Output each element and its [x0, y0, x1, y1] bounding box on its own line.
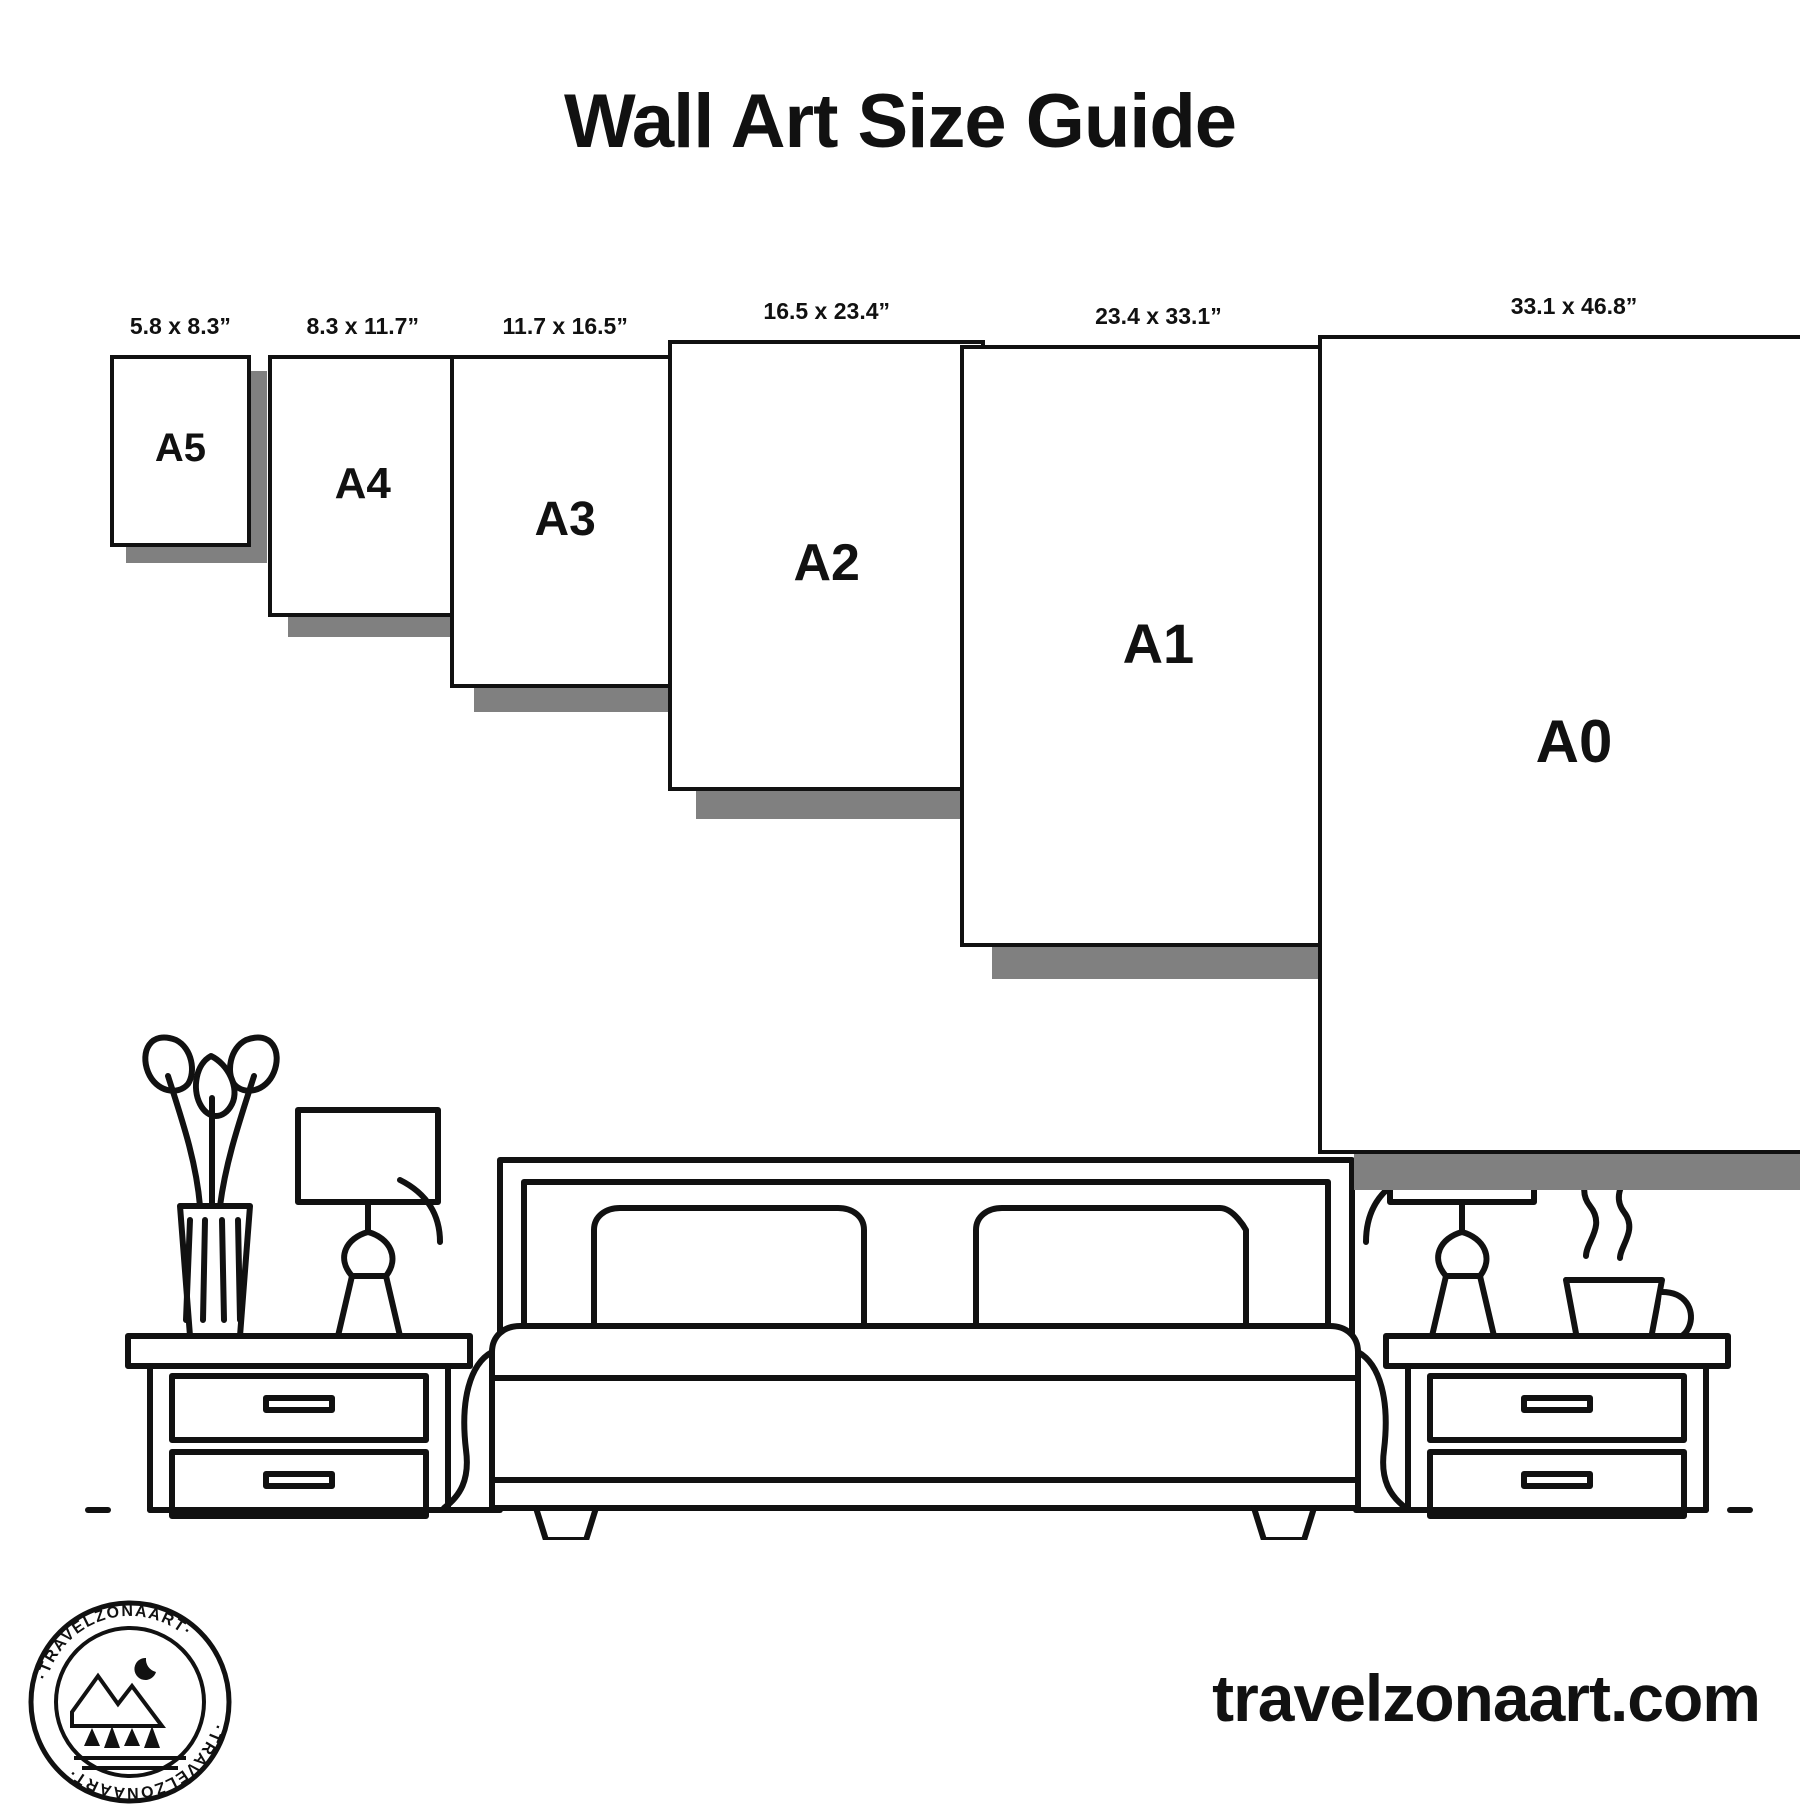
- frame-name-label: A5: [154, 426, 206, 471]
- frame-name-label: A1: [1122, 612, 1195, 676]
- frame-name-label: A0: [1535, 708, 1613, 776]
- brand-logo: [28, 1600, 233, 1805]
- left-table-lamp: [298, 1110, 440, 1336]
- site-url[interactable]: travelzonaart.com: [1212, 1661, 1760, 1735]
- frame-dimension-label: 8.3 x 11.7”: [306, 313, 419, 339]
- frame-dimension-label: 23.4 x 33.1”: [1095, 303, 1222, 329]
- frame-dimension-label: 16.5 x 23.4”: [763, 298, 891, 324]
- frame-a4[interactable]: [268, 0, 477, 1000]
- bed: [444, 1160, 1406, 1540]
- plant-in-vase: [145, 1038, 276, 1336]
- frame-dimension-label: 11.7 x 16.5”: [502, 313, 628, 339]
- frame-a0[interactable]: [1318, 0, 1800, 1000]
- frame-a3[interactable]: [450, 0, 704, 1000]
- frame-dimension-label: 5.8 x 8.3”: [129, 313, 231, 339]
- frame-dimension-label: 33.1 x 46.8”: [1510, 293, 1638, 319]
- logo-bottom-text: ·TRAVELZONAART·: [64, 1722, 226, 1802]
- logo-top-text: ·TRAVELZONAART·: [34, 1602, 196, 1682]
- left-nightstand: [88, 1336, 500, 1516]
- frame-a5[interactable]: [110, 0, 267, 1000]
- frame-name-label: A2: [793, 534, 860, 593]
- right-nightstand: [1356, 1336, 1750, 1516]
- frame-name-label: A3: [534, 492, 596, 546]
- frame-name-label: A4: [334, 458, 391, 508]
- page-title: Wall Art Size Guide: [563, 79, 1237, 164]
